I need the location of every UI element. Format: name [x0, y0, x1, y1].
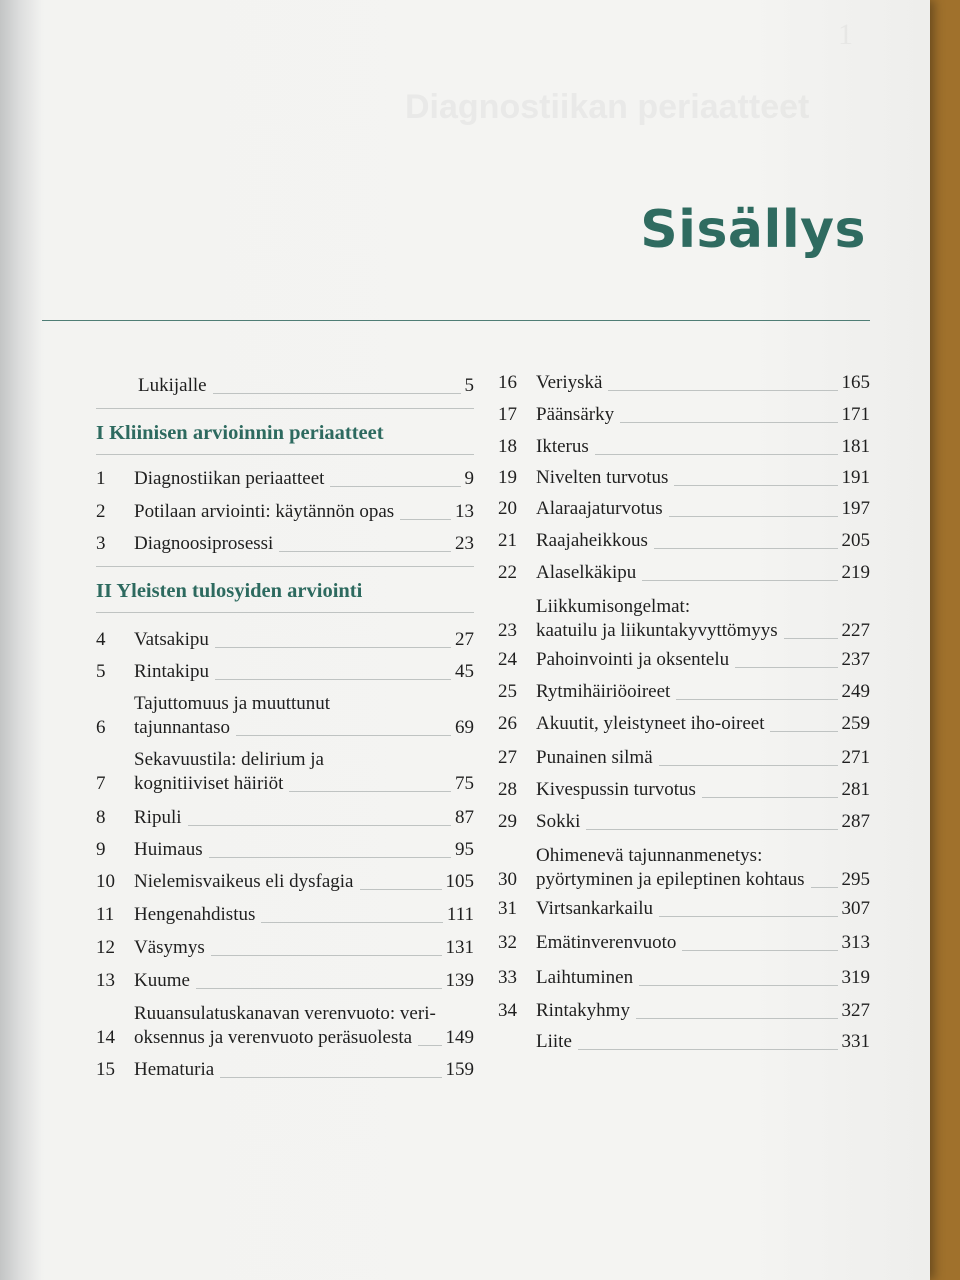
- leader-line: [196, 988, 442, 989]
- toc-entry[interactable]: [498, 931, 870, 955]
- toc-entry[interactable]: [498, 844, 870, 892]
- leader-line: [209, 857, 451, 858]
- toc-entry[interactable]: [96, 903, 474, 927]
- chapter-number: 15: [96, 1059, 115, 1080]
- chapter-title-line: Huimaus: [134, 839, 203, 860]
- chapter-title-line: Päänsärky: [536, 404, 615, 425]
- chapter-title-line: kaatuilu ja liikuntakyvyttömyys: [536, 620, 778, 641]
- toc-entry[interactable]: [498, 810, 870, 834]
- chapter-title-line: tajunnantaso: [134, 717, 231, 738]
- chapter-title-line: Hematuria: [134, 1059, 215, 1080]
- toc-entry-page: 191: [841, 467, 870, 488]
- toc-entry[interactable]: [96, 692, 474, 740]
- toc-entry-page: 131: [445, 937, 474, 958]
- chapter-title-line: Akuutit, yleistyneet iho-oireet: [536, 713, 765, 734]
- chapter-title-line: Diagnostiikan periaatteet: [134, 468, 325, 489]
- toc-entry-page: 237: [841, 649, 870, 670]
- chapter-number: 23: [498, 620, 517, 641]
- chapter-number: 19: [498, 467, 517, 488]
- toc-entry-page: 271: [841, 747, 870, 768]
- toc-entry[interactable]: [96, 628, 474, 652]
- leader-line: [784, 638, 838, 639]
- separator: [96, 408, 474, 409]
- chapter-number: 5: [96, 661, 106, 682]
- chapter-title-line: Ohimenevä tajunnanmenetys:: [536, 845, 763, 866]
- chapter-number: 20: [498, 498, 517, 519]
- toc-entry[interactable]: [498, 435, 870, 459]
- chapter-number: 8: [96, 807, 106, 828]
- toc-entry-page: 87: [455, 807, 474, 828]
- chapter-title-line: Raajaheikkous: [536, 530, 648, 551]
- chapter-number: 6: [96, 717, 106, 738]
- chapter-number: 10: [96, 871, 115, 892]
- chapter-title-line: Laihtuminen: [536, 967, 634, 988]
- toc-entry[interactable]: [96, 838, 474, 862]
- chapter-title-line: Sokki: [536, 811, 581, 832]
- chapter-title-line: oksennus ja verenvuoto peräsuolesta: [134, 1027, 413, 1048]
- leader-line: [702, 797, 838, 798]
- chapter-title-line: Emätinverenvuoto: [536, 932, 677, 953]
- toc-entry-label: Lukijalle: [138, 375, 207, 396]
- toc-entry[interactable]: [498, 497, 870, 521]
- chapter-number: 11: [96, 904, 115, 925]
- leader-line: [586, 829, 837, 830]
- part-heading-2: II Yleisten tulosyiden arviointi: [96, 580, 363, 602]
- toc-entry-page: 313: [841, 932, 870, 953]
- chapter-title-line: Rytmihäiriöoireet: [536, 681, 671, 702]
- toc-entry-page: 95: [455, 839, 474, 860]
- toc-entry-page: 219: [841, 562, 870, 583]
- part-heading-1: I Kliinisen arvioinnin periaatteet: [96, 422, 384, 444]
- toc-entry-page: 139: [445, 970, 474, 991]
- toc-entry-page: 327: [841, 1000, 870, 1021]
- toc-entry-page: 171: [841, 404, 870, 425]
- toc-entry[interactable]: [498, 561, 870, 585]
- leader-line: [261, 922, 443, 923]
- toc-entry-page: 5: [464, 375, 474, 396]
- chapter-title-line: Tajuttomuus ja muuttunut: [134, 693, 331, 714]
- chapter-number: 2: [96, 501, 106, 522]
- separator: [96, 566, 474, 567]
- chapter-title-line: Kuume: [134, 970, 190, 991]
- chapter-number: 26: [498, 713, 517, 734]
- toc-entry-page: 13: [455, 501, 474, 522]
- leader-line: [211, 955, 442, 956]
- toc-entry[interactable]: [96, 870, 474, 894]
- leader-line: [418, 1045, 441, 1046]
- toc-entry[interactable]: [498, 529, 870, 553]
- toc-entry-page: 331: [841, 1031, 870, 1052]
- chapter-title-line: Ripuli: [134, 807, 182, 828]
- chapter-title-line: Ruuansulatuskanavan verenvuoto: veri-: [134, 1003, 436, 1024]
- toc-entry-page: 319: [841, 967, 870, 988]
- leader-line: [659, 765, 838, 766]
- leader-line: [770, 731, 837, 732]
- chapter-number: 34: [498, 1000, 517, 1021]
- toc-entry-page: 197: [841, 498, 870, 519]
- leader-line: [735, 667, 837, 668]
- toc-entry[interactable]: [96, 660, 474, 684]
- chapter-title-line: pyörtyminen ja epileptinen kohtaus: [536, 869, 805, 890]
- toc-entry[interactable]: [498, 403, 870, 427]
- leader-line: [659, 916, 837, 917]
- leader-line: [220, 1077, 441, 1078]
- leader-line: [654, 548, 838, 549]
- toc-entry-page: 181: [841, 436, 870, 457]
- chapter-title-line: Diagnoosiprosessi: [134, 533, 274, 554]
- chapter-number: 3: [96, 533, 106, 554]
- leader-line: [676, 699, 837, 700]
- chapter-title-line: Alaselkäkipu: [536, 562, 637, 583]
- toc-entry-page: 111: [446, 904, 474, 925]
- leader-line: [400, 519, 451, 520]
- toc-entry-page: 287: [841, 811, 870, 832]
- toc-entry[interactable]: [96, 532, 474, 556]
- toc-entry[interactable]: [96, 467, 474, 491]
- toc-entry-page: 295: [841, 869, 870, 890]
- chapter-number: 4: [96, 629, 106, 650]
- chapter-title-line: Nielemisvaikeus eli dysfagia: [134, 871, 354, 892]
- leader-line: [188, 825, 451, 826]
- leader-line: [608, 390, 837, 391]
- toc-entry-front-matter[interactable]: [138, 374, 474, 398]
- toc-entry-page: 307: [841, 898, 870, 919]
- toc-entry-page: 205: [841, 530, 870, 551]
- chapter-number: 30: [498, 869, 517, 890]
- toc-entry-page: 149: [445, 1027, 474, 1048]
- bleed-through-chapter-number: 1: [838, 18, 853, 51]
- toc-entry[interactable]: [498, 680, 870, 704]
- toc-entry-page: 45: [455, 661, 474, 682]
- leader-line: [595, 454, 838, 455]
- chapter-number: 12: [96, 937, 115, 958]
- chapter-title-line: Nivelten turvotus: [536, 467, 669, 488]
- separator: [96, 454, 474, 455]
- leader-line: [213, 393, 461, 394]
- leader-line: [279, 551, 451, 552]
- toc-entry[interactable]: [498, 371, 870, 395]
- leader-line: [215, 647, 451, 648]
- chapter-number: 28: [498, 779, 517, 800]
- chapter-title-line: Kivespussin turvotus: [536, 779, 696, 800]
- chapter-number: 1: [96, 468, 106, 489]
- toc-entry[interactable]: [498, 746, 870, 770]
- toc-entry[interactable]: [498, 778, 870, 802]
- toc-entry[interactable]: [96, 806, 474, 830]
- leader-line: [289, 791, 451, 792]
- leader-line: [620, 422, 837, 423]
- chapter-title-line: Alaraajaturvotus: [536, 498, 663, 519]
- toc-entry-page: 9: [464, 468, 474, 489]
- chapter-title-line: Liikkumisongelmat:: [536, 596, 691, 617]
- chapter-title-line: Sekavuustila: delirium ja: [134, 749, 324, 770]
- chapter-number: 29: [498, 811, 517, 832]
- leader-line: [578, 1049, 838, 1050]
- chapter-number: 16: [498, 372, 517, 393]
- chapter-number: 22: [498, 562, 517, 583]
- leader-line: [639, 985, 837, 986]
- toc-entry-page: 227: [841, 620, 870, 641]
- toc-entry[interactable]: [96, 748, 474, 796]
- toc-entry-page: 69: [455, 717, 474, 738]
- chapter-number: 25: [498, 681, 517, 702]
- toc-entry[interactable]: [498, 999, 870, 1023]
- chapter-title-line: Hengenahdistus: [134, 904, 256, 925]
- chapter-title-line: Veriyskä: [536, 372, 603, 393]
- leader-line: [636, 1018, 838, 1019]
- toc-entry[interactable]: [96, 500, 474, 524]
- toc-entry[interactable]: [498, 466, 870, 490]
- chapter-title-line: Rintakyhmy: [536, 1000, 630, 1021]
- page-title: Sisällys: [640, 200, 866, 260]
- leader-line: [682, 950, 837, 951]
- chapter-title-line: Pahoinvointi ja oksentelu: [536, 649, 730, 670]
- toc-entry[interactable]: [96, 969, 474, 993]
- leader-line: [360, 889, 442, 890]
- toc-entry-page: 259: [841, 713, 870, 734]
- chapter-title-line: Virtsankarkailu: [536, 898, 654, 919]
- chapter-title-line: kognitiiviset häiriöt: [134, 773, 284, 794]
- chapter-title-line: Punainen silmä: [536, 747, 653, 768]
- leader-line: [236, 735, 451, 736]
- chapter-number: 17: [498, 404, 517, 425]
- chapter-number: 32: [498, 932, 517, 953]
- chapter-number: 18: [498, 436, 517, 457]
- title-rule: [42, 320, 870, 321]
- toc-entry-page: 23: [455, 533, 474, 554]
- toc-entry[interactable]: [498, 897, 870, 921]
- toc-entry[interactable]: [498, 1030, 870, 1054]
- chapter-title-line: Ikterus: [536, 436, 589, 457]
- toc-entry[interactable]: [498, 648, 870, 672]
- leader-line: [215, 679, 451, 680]
- chapter-title-line: Liite: [536, 1031, 572, 1052]
- toc-entry[interactable]: [96, 936, 474, 960]
- leader-line: [674, 485, 837, 486]
- toc-entry-page: 75: [455, 773, 474, 794]
- leader-line: [811, 887, 838, 888]
- chapter-number: 13: [96, 970, 115, 991]
- toc-entry-page: 105: [445, 871, 474, 892]
- toc-entry[interactable]: [498, 595, 870, 643]
- chapter-number: 9: [96, 839, 106, 860]
- chapter-number: 24: [498, 649, 517, 670]
- toc-entry[interactable]: [96, 1002, 474, 1050]
- toc-entry-page: 27: [455, 629, 474, 650]
- leader-line: [642, 580, 837, 581]
- chapter-number: 21: [498, 530, 517, 551]
- toc-entry[interactable]: [498, 966, 870, 990]
- toc-entry-page: 249: [841, 681, 870, 702]
- toc-entry-page: 165: [841, 372, 870, 393]
- chapter-title-line: Rintakipu: [134, 661, 209, 682]
- toc-entry-page: 159: [445, 1059, 474, 1080]
- chapter-number: 27: [498, 747, 517, 768]
- separator: [96, 612, 474, 613]
- chapter-number: 33: [498, 967, 517, 988]
- toc-entry[interactable]: [96, 1058, 474, 1082]
- chapter-number: 14: [96, 1027, 115, 1048]
- chapter-title-line: Potilaan arviointi: käytännön opas: [134, 501, 395, 522]
- chapter-title-line: Vatsakipu: [134, 629, 209, 650]
- toc-entry-page: 281: [841, 779, 870, 800]
- bleed-through-heading: Diagnostiikan periaatteet: [405, 88, 810, 126]
- toc-entry[interactable]: [498, 712, 870, 736]
- leader-line: [669, 516, 838, 517]
- chapter-title-line: Väsymys: [134, 937, 205, 958]
- leader-line: [330, 486, 460, 487]
- gutter-shadow: [0, 0, 42, 1280]
- chapter-number: 7: [96, 773, 106, 794]
- chapter-number: 31: [498, 898, 517, 919]
